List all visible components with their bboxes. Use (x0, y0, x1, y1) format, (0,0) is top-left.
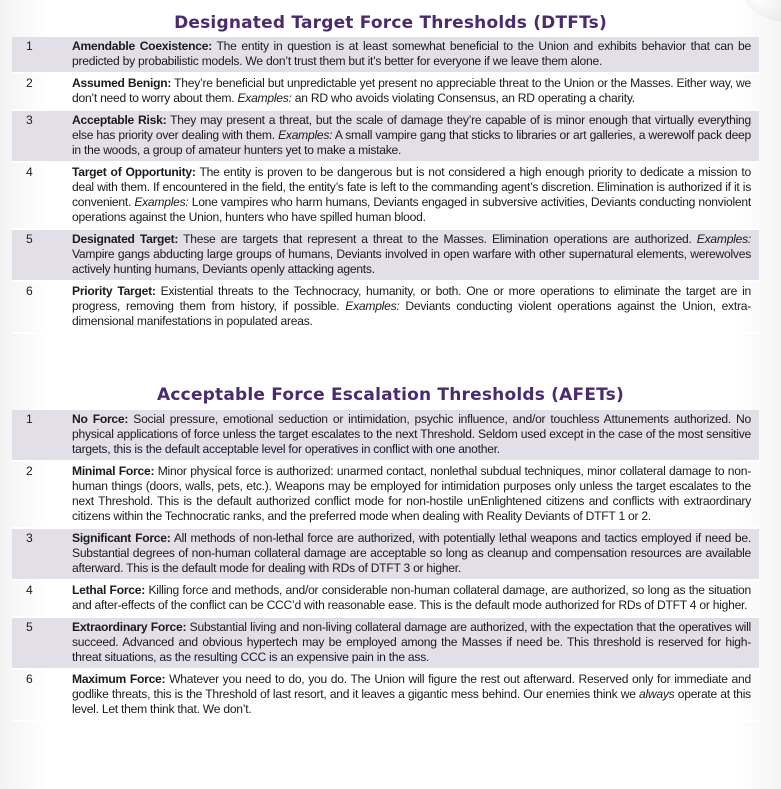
row-number: 2 (26, 76, 33, 90)
row-description (72, 464, 755, 524)
row-number: 6 (26, 672, 33, 686)
dtft-row-2 (12, 74, 759, 111)
row-number: 5 (26, 232, 33, 246)
row-number: 4 (26, 583, 33, 597)
examples-text: Vampire gangs abducting large groups of humans, Deviants involved in open warfare with other supernatural elements, werewolves actively hunting humans, Deviants openly attacking agents. (72, 247, 751, 276)
afet-table (12, 410, 759, 722)
afet-row-4 (12, 581, 759, 618)
dtft-section (0, 13, 781, 334)
row-number: 5 (26, 620, 33, 634)
row-number: 2 (26, 464, 33, 478)
threshold-text: They’re beneficial but unpredictable yet present no appreciable threat to the Union or the Masses. Either way, we don’t need to worry about them. (72, 76, 751, 105)
threshold-text: Substantial living and non-living collateral damage are authorized, with the expectation that the operatives will succeed. Advanced and obvious hypertech may be employed among the Masses if need be. This threshold is reserved for high-threat situations, as the resulting CCC is an expensive pain in the ass. (72, 620, 751, 664)
threshold-text: The entity is proven to be dangerous but is not considered a high enough priority to dedicate a mission to deal with them. If encountered in the field, the entity’s fate is left to the commanding agent’s discretion. Elimination is authorized if it is convenient. (72, 165, 751, 209)
examples-label: Examples: (696, 232, 752, 246)
examples-text: Deviants conducting violent operations against the Union, extra-dimensional manifestations in populated areas. (72, 299, 751, 328)
afet-row-6 (12, 670, 759, 722)
threshold-name: Priority Target: (72, 284, 156, 298)
examples-text: an RD who avoids violating Consensus, an RD operating a charity. (291, 91, 635, 105)
row-number: 3 (26, 531, 33, 545)
afet-row-5 (12, 618, 759, 670)
examples-label: Examples: (345, 299, 400, 313)
threshold-text: Social pressure, emotional seduction or intimidation, psychic influence, and/or touchless Attunements authorized. No physical applications of force unless the target escalates to the next Threshold. Seldom used except in the case of the most sensitive targets, this is the default acceptable level for operatives in conflict with one another. (72, 412, 752, 456)
examples-label: Examples: (134, 195, 189, 209)
threshold-text: The entity in question is at least somewhat beneficial to the Union and exhibits behavior that can be predicted by probabilistic models. We don’t trust them but it’s better for everyone if we leave them alone. (72, 39, 752, 68)
threshold-name: Extraordinary Force: (72, 620, 187, 634)
threshold-text: Existential threats to the Technocracy, humanity, or both. One or more operations to eliminate the target are in progress, removing them from history, if possible. (72, 284, 751, 313)
dtft-table (12, 37, 759, 334)
row-description (72, 165, 755, 225)
threshold-name: Amendable Coexistence: (72, 39, 212, 53)
threshold-name: No Force: (72, 412, 129, 426)
row-description (72, 232, 755, 277)
examples-text: Lone vampires who harm humans, Deviants engaged in subversive activities, Deviants conducting nonviolent operations against the Union, hunters who have spilled human blood. (72, 195, 751, 224)
row-number: 3 (26, 113, 33, 127)
emphasis-text: always (638, 687, 675, 701)
dtft-title: Designated Target Force Thresholds (DTFTs) (174, 13, 607, 33)
threshold-text: Killing force and methods, and/or considerable non-human collateral damage, are authorized, so long as the situation and after-effects of the conflict can be CCC’d with reasonable ease. This is the default mode authorized for RDs of DTFT 4 or higher. (72, 583, 751, 612)
row-description (72, 583, 755, 613)
row-description (72, 113, 755, 158)
afet-row-3 (12, 529, 759, 581)
dtft-row-6 (12, 282, 759, 334)
row-description (72, 412, 755, 457)
row-number: 4 (26, 165, 33, 179)
threshold-name: Minimal Force: (72, 464, 155, 478)
threshold-name: Acceptable Risk: (72, 113, 167, 127)
row-number: 6 (26, 284, 33, 298)
row-description (72, 620, 755, 665)
threshold-text: Minor physical force is authorized: unarmed contact, nonlethal subdual techniques, minor collateral damage to non-human things (doors, walls, pets, etc.). Weapons may be employed for intimidation purposes only unless the target escalates to the next Threshold. This is the default authorized conflict mode for non-hostile unEnlightened citizens and conflicts with extraordinary citizens within the Technocratic ranks, and the preferred mode when dealing with Reality Deviants of DTFT 1 or 2. (72, 464, 751, 523)
dtft-row-5 (12, 230, 759, 282)
dtft-row-1 (12, 37, 759, 74)
afet-title: Acceptable Force Escalation Thresholds (AFETs) (157, 385, 624, 405)
examples-text: A small vampire gang that sticks to libraries or art galleries, a werewolf pack deep in the woods, a group of amateur hunters yet to make a mistake. (72, 128, 752, 157)
row-description (72, 39, 755, 69)
dtft-row-4 (12, 163, 759, 230)
threshold-name: Target of Opportunity: (72, 165, 196, 179)
threshold-name: Lethal Force: (72, 583, 146, 597)
threshold-name: Assumed Benign: (72, 76, 172, 90)
examples-label: Examples: (237, 91, 292, 105)
threshold-name: Designated Target: (72, 232, 179, 246)
threshold-text: All methods of non-lethal force are authorized, with potentially lethal weapons and tactics employed if need be. Substantial degrees of non-human collateral damage are acceptable so long as cleanup and compensation resources are available afterward. This is the default mode for dealing with RDs of DTFT 3 or higher. (72, 531, 751, 575)
afet-row-2 (12, 462, 759, 529)
threshold-text: Whatever you need to do, you do. The Union will figure the rest out afterward. Reserved only for immediate and godlike threats, this is the Threshold of last resort, and it leaves a gigantic mess behind. Our enemies think we (72, 672, 751, 701)
threshold-text: They may present a threat, but the scale of damage they’re capable of is minor enough that virtually everything else has priority over dealing with them. (72, 113, 751, 142)
threshold-text-end: operate at this level. Let them think that. We don’t. (72, 687, 751, 716)
afet-section (0, 385, 781, 722)
dtft-row-3 (12, 111, 759, 163)
threshold-name: Significant Force: (72, 531, 171, 545)
afet-row-1 (12, 410, 759, 462)
examples-label: Examples: (278, 128, 333, 142)
row-number: 1 (26, 412, 33, 426)
row-description (72, 284, 755, 329)
row-description (72, 76, 755, 106)
row-description (72, 672, 755, 717)
row-number: 1 (26, 39, 33, 53)
threshold-name: Maximum Force: (72, 672, 166, 686)
row-description (72, 531, 755, 576)
threshold-text: These are targets that represent a threat to the Masses. Elimination operations are authorized. (178, 232, 697, 246)
